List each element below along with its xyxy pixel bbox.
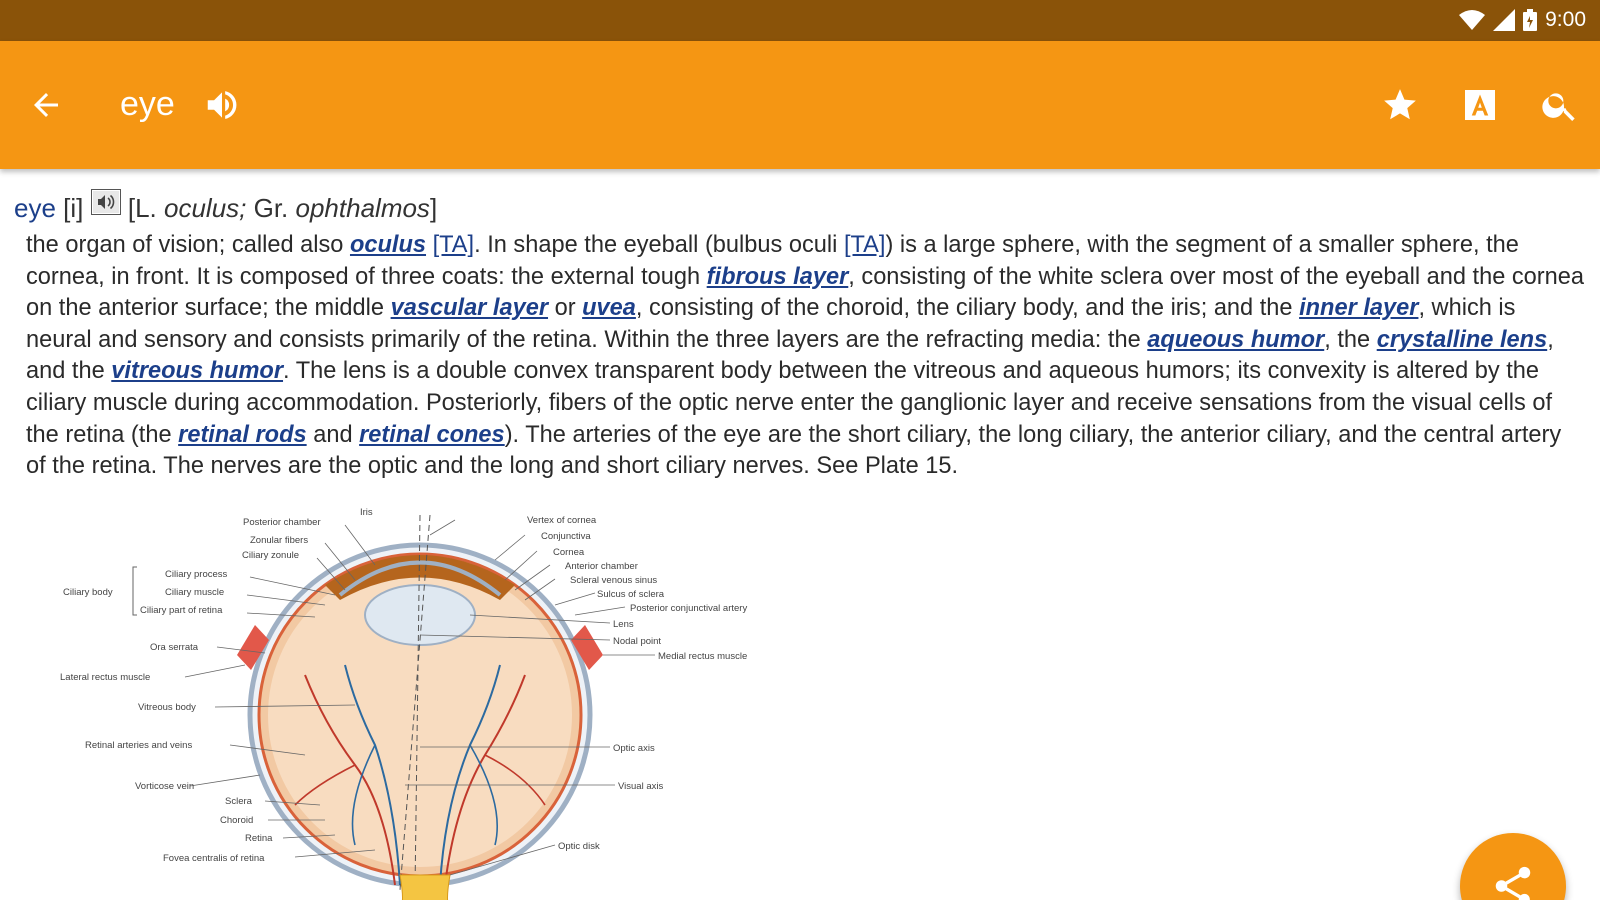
etym-latin: oculus; [164,193,247,223]
label-ora-serrata: Ora serrata [150,642,199,653]
xref-retinal-rods[interactable]: retinal rods [178,421,307,448]
label-anterior-chamber: Anterior chamber [565,561,638,572]
label-ciliary-muscle: Ciliary muscle [165,587,225,598]
def-text: , the [1324,326,1377,353]
etym-close: ] [429,193,438,223]
label-posterior-conj-artery: Posterior conjunctival artery [630,603,748,614]
label-zonular-fibers: Zonular fibers [250,535,309,546]
label-lens: Lens [613,619,634,630]
label-retinal-arteries: Retinal arteries and veins [85,740,193,751]
label-medial-rectus: Medial rectus muscle [658,651,748,662]
font-size-button[interactable] [1456,81,1504,129]
def-text: , consisting of the white sclera over most of the eyeball and the cornea on the anterior surface; the middle [26,263,1585,322]
search-button[interactable] [1536,81,1584,129]
label-sclera: Sclera [225,796,252,807]
label-vorticose-vein: Vorticose vein [135,781,195,792]
audio-button[interactable] [91,189,121,222]
definition-text [26,230,1586,483]
label-conjunctiva: Conjunctiva [541,531,591,542]
def-text: . In shape the eyeball (bulbus oculi [474,232,844,258]
label-ciliary-part-retina: Ciliary part of retina [140,605,223,616]
xref-retinal-cones[interactable]: retinal cones [359,421,505,448]
page-title: eye [120,85,175,123]
label-ciliary-body: Ciliary body [63,587,113,598]
status-time: 9:00 [1545,8,1586,31]
def-text: the organ of vision; called also [26,232,350,258]
def-text: . The lens is a double convex transparent body between the vitreous and aqueous humors; its convexity is altered by the ciliary muscle during accommodation. Posteriorly, fibers of the optic nerve enter the ganglionic layer and receive sensations from the visual cells of the retina (the [26,358,1553,448]
xref-aqueous-humor[interactable]: aqueous humor [1147,326,1325,353]
xref-inner-layer[interactable]: inner layer [1299,295,1419,322]
pronunciation-marker[interactable]: [i] [63,193,84,223]
label-iris: Iris [360,507,373,518]
etym-gr: Gr. [246,193,296,223]
back-arrow-icon [28,87,64,123]
font-size-icon [1462,87,1498,123]
status-bar [0,0,1600,41]
eye-illustration[interactable] [55,505,815,900]
xref-oculus[interactable]: oculus [349,232,427,258]
etym-open: [L. [127,193,164,223]
wifi-icon [1459,9,1485,31]
xref-vascular-layer[interactable]: vascular layer [390,295,549,322]
back-button[interactable] [22,81,70,129]
small-speaker-icon [91,189,121,215]
favorite-button[interactable] [1376,81,1424,129]
star-icon [1381,86,1419,124]
ta-link[interactable]: [TA] [432,232,475,258]
etymology [128,193,437,223]
label-nodal-point: Nodal point [613,636,662,647]
app-toolbar [0,41,1600,169]
entry-content [0,175,1600,900]
def-text: , consisting of the choroid, the ciliary body, and the iris; and the [635,295,1300,322]
def-text: or [548,295,583,322]
label-retina: Retina [245,833,273,844]
label-optic-disk: Optic disk [558,841,600,852]
label-visual-axis: Visual axis [618,781,664,792]
label-optic-axis: Optic axis [613,743,655,754]
label-scleral-venous-sinus: Scleral venous sinus [570,575,658,586]
etym-greek: ophthalmos [295,193,430,223]
pronounce-button[interactable] [198,81,246,129]
label-vitreous-body: Vitreous body [138,702,196,713]
label-vertex-cornea: Vertex of cornea [527,515,597,526]
search-icon [1540,85,1580,125]
ta-link[interactable]: [TA] [843,232,886,258]
share-icon [1490,863,1536,900]
xref-fibrous-layer[interactable]: fibrous layer [706,263,849,290]
headword: eye [14,193,56,223]
speaker-icon [203,86,241,124]
label-lateral-rectus: Lateral rectus muscle [60,672,151,683]
entry-header [14,189,437,224]
label-posterior-chamber: Posterior chamber [243,517,321,528]
def-text: ) is a large sphere, with the segment of a smaller sphere, the cornea, in front. It is composed of three coats: the external tough [26,232,1519,290]
eye-diagram [55,505,815,900]
def-text: ). The arteries of the eye are the short ciliary, the long ciliary, the anterior ciliary, and the central artery of the retina. The nerves are the optic and the long and short ciliary nerves. See Plate 15. [26,421,1562,480]
label-ciliary-process: Ciliary process [165,569,228,580]
cell-signal-icon [1493,9,1515,31]
xref-crystalline-lens[interactable]: crystalline lens [1376,326,1548,353]
label-choroid: Choroid [220,815,254,826]
label-ciliary-zonule: Ciliary zonule [242,550,300,561]
status-icons [1459,8,1586,32]
optic-nerve-shape [400,875,450,900]
label-sulcus-sclera: Sulcus of sclera [597,589,665,600]
xref-vitreous-humor[interactable]: vitreous humor [111,358,284,385]
def-text: , which is neural and sensory and consists primarily of the retina. Within the three layers are the refracting media: the [26,295,1516,353]
share-button[interactable] [1460,833,1566,900]
xref-uvea[interactable]: uvea [582,295,636,322]
def-text: , and the [26,326,1554,385]
label-cornea: Cornea [553,547,585,558]
ciliary-bracket [133,567,137,615]
label-fovea: Fovea centralis of retina [163,853,265,864]
battery-icon [1523,9,1537,31]
def-text: and [306,421,360,448]
